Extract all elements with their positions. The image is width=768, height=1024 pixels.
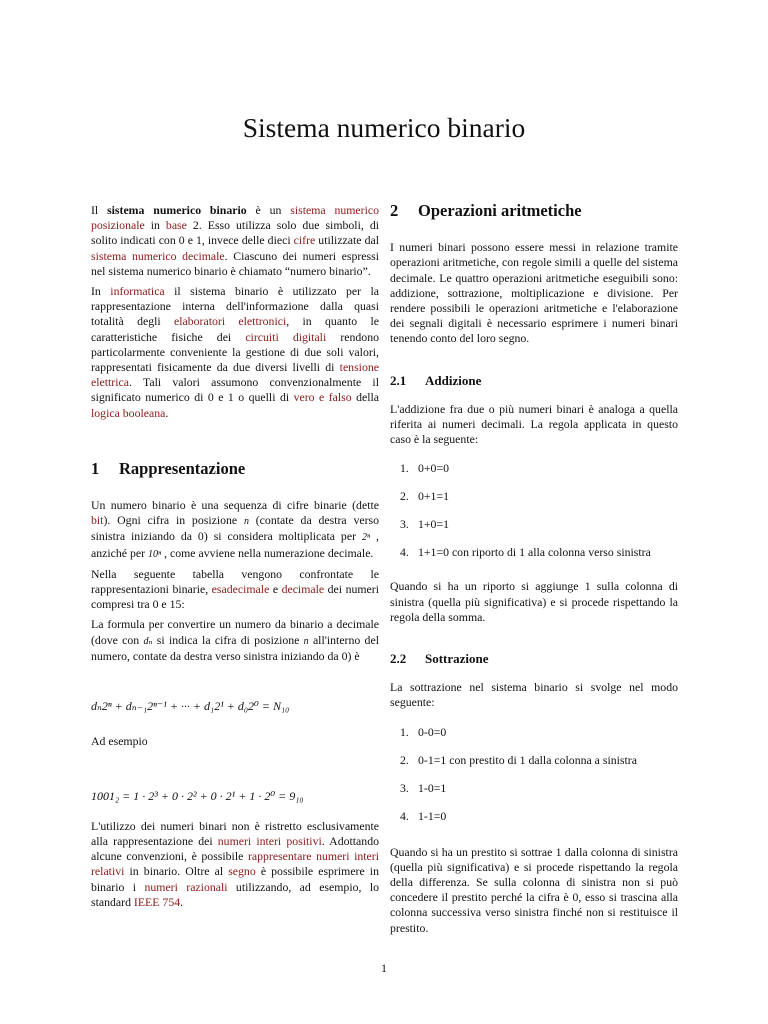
- subtraction-rules-list: [390, 725, 678, 837]
- paragraph-addizione: L'addizione fra due o più numeri binari è analoga a quella riferita ai numeri decimali. La regola applicata in questo caso è la seguente:: [390, 401, 678, 447]
- list-item: 3. 1-0=1: [400, 780, 447, 795]
- paragraph-rappresentazione: Un numero binario è una sequenza di cifre binarie (dette bit). Ogni cifra in posizione n (contate da destra verso sinistra iniziando da 0) si considera moltiplicata per 2ⁿ , anziché per 10ⁿ , come avviene nella numerazione decimale.: [91, 498, 380, 560]
- right-column: [390, 203, 678, 941]
- list-item: 4. 1-1=0: [400, 808, 447, 823]
- link-informatica[interactable]: informatica: [110, 284, 165, 299]
- list-item: 4. 1+1=0 con riporto di 1 alla colonna verso sinistra: [400, 545, 651, 560]
- link-elaboratori-elettronici[interactable]: elaboratori elettronici: [174, 314, 287, 329]
- list-item: 1. 0+0=0: [400, 461, 450, 476]
- intro-paragraph-2: In informatica il sistema binario è utilizzato per la rappresentazione interna dell'informazione dalla quasi totalità degli elaboratori elettronici, in quanto le caratteristiche fisiche dei circuiti digitali rendono particolarmente conveniente la gestione di due soli valori, rappresentati fisicamente da due diversi livelli di tensione elettrica. Tali valori assumono convenzionalmente il significato numerico di 0 e 1 o quelli di vero e falso della logica booleana.: [91, 284, 380, 420]
- intro-paragraph-1: Il sistema numerico binario è un sistema numerico posizionale in base 2. Esso utilizza solo due simboli, di solito indicati con 0 e 1, invece delle dieci cifre utilizzate dal sistema numerico decimale. Ciascuno dei numeri espressi nel sistema numerico binario è chiamato “numero binario”.: [91, 203, 380, 278]
- formula-conversion: dₙ2ⁿ + dₙ₋₁2ⁿ⁻¹ + ··· + d₁2¹ + d₀2⁰ = N₁₀: [91, 699, 290, 714]
- link-sistema-numerico-decimale[interactable]: sistema numerico decimale: [91, 248, 225, 263]
- paragraph-utilizzo: L'utilizzo dei numeri binari non è ristretto esclusivamente alla rappresentazione dei numeri interi positivi. Adottando alcune convenzioni, è possibile rappresentare numeri interi relativi in binario. Oltre al segno è possibile esprimere in binario i numeri razionali utilizzando, ad esempio, lo standard IEEE 754.: [91, 818, 380, 909]
- section-heading-rappresentazione: 1 Rappresentazione: [91, 458, 246, 478]
- example-label: Ad esempio: [91, 734, 148, 749]
- link-decimale[interactable]: decimale: [281, 582, 325, 597]
- link-bit[interactable]: bit: [91, 513, 104, 528]
- paragraph-operazioni: I numeri binari possono essere messi in relazione tramite operazioni aritmetiche, con regole simili a quelle del sistema decimale. Le quattro operazioni aritmetiche eseguibili sono: addizione, sottrazione, moltiplicazione e divisione. Per rendere possibili le operazioni aritmetiche e l'elaborazione dei segnali digitali è necessario esprimere i numeri binari tenendo conto del loro segno.: [390, 240, 678, 346]
- link-esadecimale[interactable]: esadecimale: [211, 582, 270, 597]
- link-numeri-interi-positivi[interactable]: numeri interi positivi: [217, 833, 322, 848]
- link-tensione-elettrica[interactable]: tensione elettrica: [91, 360, 379, 390]
- section-heading-operazioni-aritmetiche: 2 Operazioni aritmetiche: [390, 201, 582, 220]
- paragraph-prestito: Quando si ha un prestito si sottrae 1 dalla colonna di sinistra (quella più significativa) e si procede rispettando la regola della differenza. Se sulla colonna di sinistra non si può concedere il prestito perché la cifra è 0, esso si trascina alla colonna successiva verso sinistra finché non si restituisce il prestito.: [390, 844, 678, 935]
- subsection-heading-sottrazione: 2.2 Sottrazione: [390, 651, 489, 667]
- list-item: 2. 0+1=1: [400, 489, 450, 504]
- paragraph-tabella: Nella seguente tabella vengono confrontate le rappresentazioni binarie, esadecimale e decimale dei numeri compresi tra 0 e 15:: [91, 566, 379, 612]
- paragraph-formula-intro: La formula per convertire un numero da binario a decimale (dove con dₙ si indica la cifra di posizione n all'interno del numero, contate da destra verso sinistra iniziando da 0) è: [91, 617, 379, 663]
- list-item: 2. 0-1=1 con prestito di 1 dalla colonna a sinistra: [400, 752, 637, 767]
- link-segno[interactable]: segno: [228, 864, 256, 879]
- formula-example: 1001₂ = 1 · 2³ + 0 · 2² + 0 · 2¹ + 1 · 2⁰ = 9₁₀: [91, 789, 304, 804]
- link-vero-e-falso[interactable]: vero e falso: [293, 390, 352, 405]
- subsection-heading-addizione: 2.1 Addizione: [390, 372, 482, 388]
- paragraph-riporto: Quando si ha un riporto si aggiunge 1 sulla colonna di sinistra (quella più significativa) e si procede rispettando la regola della somma.: [390, 579, 678, 624]
- left-column: [91, 203, 379, 915]
- page-number: 1: [381, 961, 387, 975]
- list-item: 1. 0-0=0: [400, 724, 447, 739]
- link-numeri-razionali[interactable]: numeri razionali: [144, 879, 228, 894]
- page-title: Sistema numerico binario: [242, 112, 526, 143]
- link-logica-booleana[interactable]: logica booleana: [91, 405, 166, 420]
- link-circuiti-digitali[interactable]: circuiti digitali: [245, 329, 327, 344]
- link-sistema-numerico-posizionale[interactable]: sistema numerico posizionale: [91, 203, 380, 233]
- link-ieee-754[interactable]: IEEE 754: [133, 894, 181, 909]
- list-item: 3. 1+0=1: [400, 517, 450, 532]
- addition-rules-list: [390, 461, 678, 573]
- link-rappresentare-numeri-interi-relativi[interactable]: rappresentare numeri interi relativi: [91, 849, 379, 879]
- link-cifre[interactable]: cifre: [293, 233, 316, 248]
- link-base[interactable]: base: [165, 218, 187, 233]
- paragraph-sottrazione: La sottrazione nel sistema binario si svolge nel modo seguente:: [390, 680, 678, 710]
